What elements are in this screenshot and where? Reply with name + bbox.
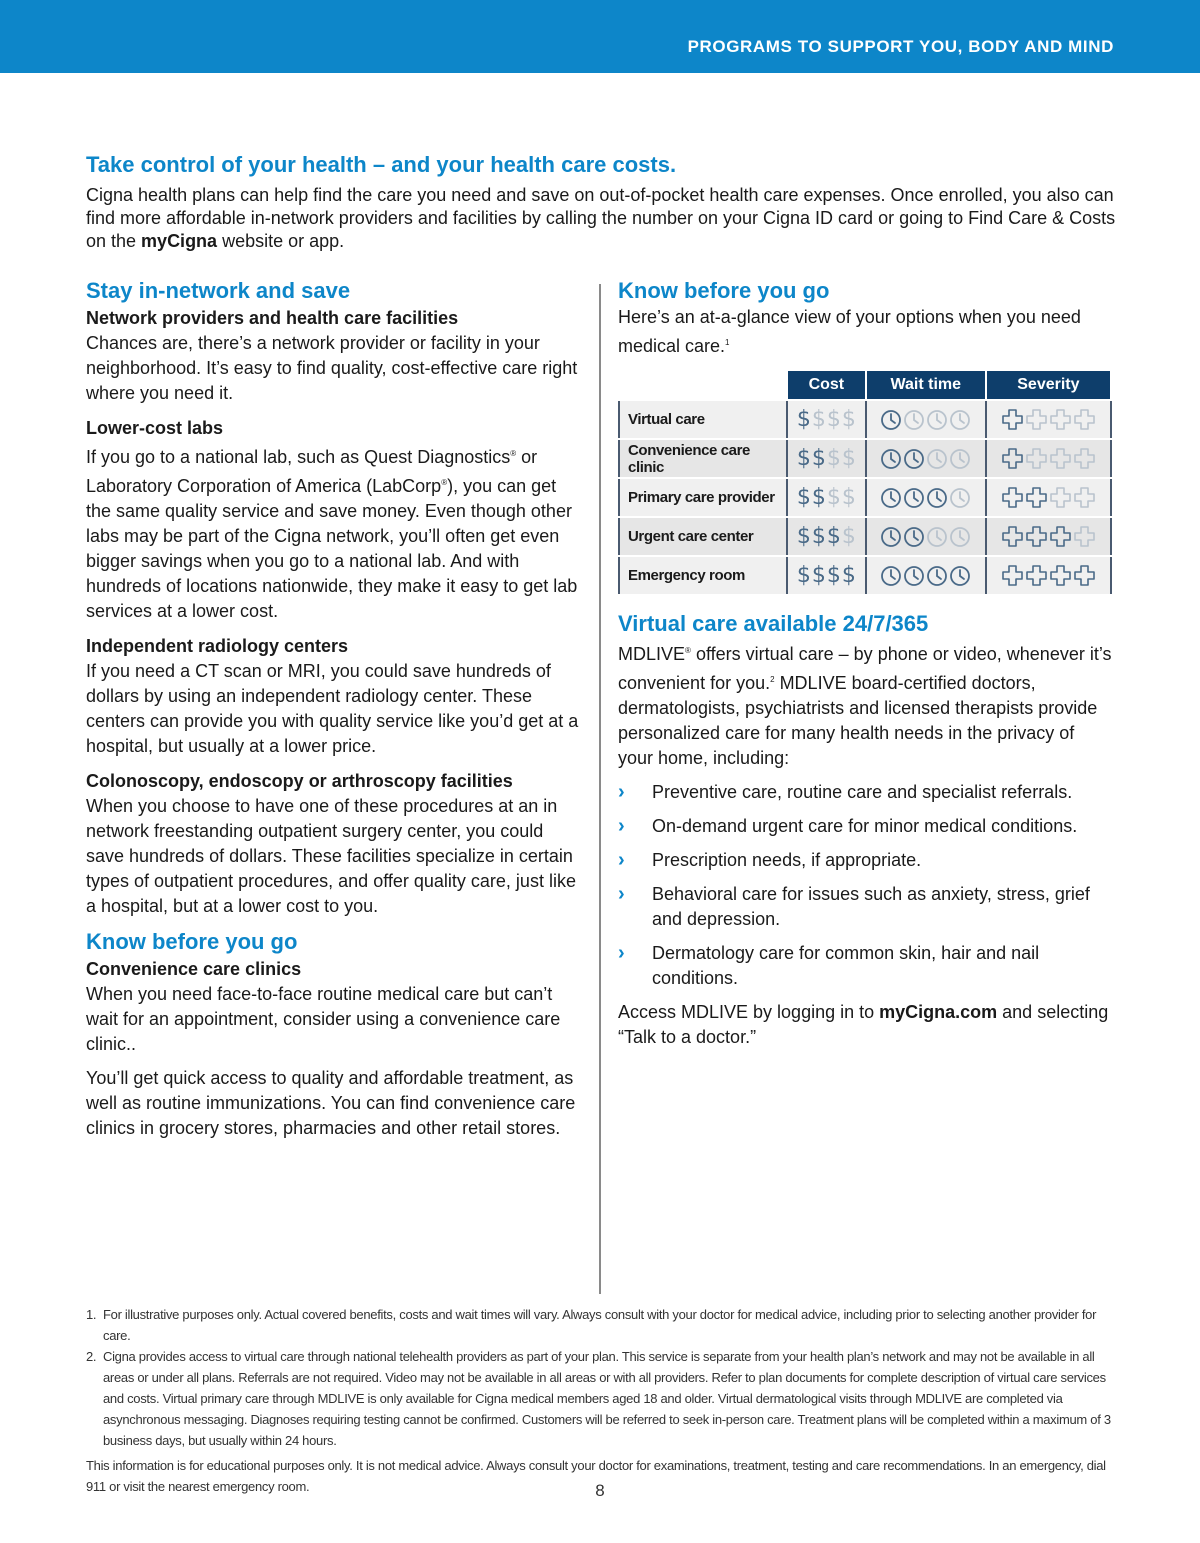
cost-cell	[787, 556, 866, 595]
virtual-text-2: MDLIVE board-certified doctors, dermatologists, psychiatrists and licensed therapists provide personalized care for many health needs in the privacy of your home, including:	[618, 673, 1098, 768]
intro-section	[86, 152, 1116, 253]
intro-paragraph	[86, 184, 1116, 253]
section-heading-virtual-care: Virtual care available 24/7/365	[618, 611, 929, 636]
dollar-icon: $	[811, 485, 826, 510]
subheading-labs: Lower-cost labs	[86, 418, 224, 438]
registered-mark: ®	[441, 478, 448, 487]
medical-cross-icon	[1049, 486, 1072, 509]
clock-icon	[903, 526, 925, 548]
medical-cross-icon	[1049, 525, 1072, 548]
clinics-paragraph: When you need face-to-face routine medical care but can’t wait for an appointment, consider using a convenience care clinic..	[86, 984, 561, 1054]
medical-cross-icon	[1025, 447, 1048, 470]
clock-icon	[949, 409, 971, 431]
cost-cell	[787, 400, 866, 439]
access-paragraph	[618, 1000, 1112, 1050]
dollar-icon: $	[796, 407, 811, 432]
access-text-end: and selecting “Talk to a doctor.”	[618, 1002, 1109, 1047]
medical-cross-icon	[1049, 408, 1072, 431]
dollar-icon: $	[826, 407, 841, 432]
dollar-icon: $	[826, 485, 841, 510]
medical-cross-icon	[1001, 564, 1024, 587]
footnote-ref-2: 2	[770, 675, 775, 684]
clock-icon	[903, 565, 925, 587]
dollar-icon: $	[841, 407, 856, 432]
medical-cross-icon	[1073, 486, 1096, 509]
footnote-text: For illustrative purposes only. Actual covered benefits, costs and wait times will vary. Always consult with your doctor for medical advice, including prior to selecting another provider for care.	[103, 1307, 1097, 1343]
list-item	[618, 848, 1112, 873]
list-item-text: Behavioral care for issues such as anxiety, stress, grief and depression.	[652, 884, 1090, 929]
table-row	[619, 517, 1111, 556]
row-label: Urgent care center	[619, 517, 787, 556]
list-item	[618, 882, 1112, 932]
dollar-icon: $	[811, 563, 826, 588]
row-label: Primary care provider	[619, 478, 787, 517]
section-heading-know-before: Know before you go	[86, 929, 298, 954]
severity-cell	[986, 478, 1111, 517]
wait-time-cell	[866, 478, 986, 517]
dollar-icon: $	[826, 563, 841, 588]
list-item-text: Preventive care, routine care and specialist referrals.	[652, 782, 1073, 802]
colonoscopy-paragraph: When you choose to have one of these procedures at an in network freestanding outpatient surgery center, you could save hundreds of dollars. These facilities specialize in certain types of outpatient procedures, and offer quality care, just like a hospital, but at a lower cost to you.	[86, 796, 576, 916]
footnotes	[86, 1304, 1116, 1497]
list-item-text: On-demand urgent care for minor medical conditions.	[652, 816, 1078, 836]
table-row	[619, 439, 1111, 478]
labs-text-1: If you go to a national lab, such as Quest Diagnostics	[86, 447, 511, 467]
clock-icon	[949, 487, 971, 509]
medical-cross-icon	[1025, 564, 1048, 587]
list-item-text: Prescription needs, if appropriate.	[652, 850, 922, 870]
clock-icon	[903, 487, 925, 509]
table-row	[619, 478, 1111, 517]
footnote-number: 1.	[86, 1307, 97, 1322]
page-number: 8	[595, 1481, 605, 1500]
wait-time-cell	[866, 400, 986, 439]
labs-text-3: ), you can get the same quality service and save money. Even though other labs may be part of the Cigna network, you’ll often get even bigger savings when you go to a national lab. And with hundreds of locations nationwide, they make it easy to get lab services at a lower cost.	[86, 476, 578, 621]
clock-icon	[880, 487, 902, 509]
subheading-colonoscopy: Colonoscopy, endoscopy or arthroscopy facilities	[86, 771, 513, 791]
table-header-cost: Cost	[787, 370, 866, 400]
footnote-2	[86, 1346, 1116, 1451]
medical-cross-icon	[1073, 564, 1096, 587]
column-divider	[599, 284, 601, 1294]
mycigna-link[interactable]: myCigna.com	[879, 1002, 998, 1022]
medical-cross-icon	[1073, 525, 1096, 548]
table-header-row	[619, 370, 1111, 400]
clock-icon	[949, 448, 971, 470]
glance-intro	[618, 305, 1112, 359]
cost-cell	[787, 517, 866, 556]
intro-brand: myCigna	[141, 231, 218, 251]
dollar-icon: $	[796, 524, 811, 549]
table-row	[619, 556, 1111, 595]
virtual-text-1: offers virtual care – by phone or video, whenever it’s convenient for you.	[618, 644, 1112, 693]
virtual-care-paragraph	[618, 638, 1112, 771]
clock-icon	[926, 565, 948, 587]
dollar-icon: $	[811, 407, 826, 432]
subheading-clinics: Convenience care clinics	[86, 959, 302, 979]
medical-cross-icon	[1001, 408, 1024, 431]
intro-text-end: website or app.	[217, 231, 345, 251]
chevron-right-icon: ›	[618, 781, 625, 803]
dollar-icon: $	[841, 446, 856, 471]
wait-time-cell	[866, 439, 986, 478]
clinics-paragraph-2: You’ll get quick access to quality and affordable treatment, as well as routine immunizations. You can find convenience care clinics in grocery stores, pharmacies and other retail stores.	[86, 1068, 576, 1138]
wait-time-cell	[866, 517, 986, 556]
list-item	[618, 780, 1112, 805]
left-column	[86, 277, 586, 1150]
medical-cross-icon	[1001, 447, 1024, 470]
medical-cross-icon	[1073, 447, 1096, 470]
care-options-table	[618, 369, 1112, 596]
medical-cross-icon	[1049, 447, 1072, 470]
chevron-right-icon: ›	[618, 849, 625, 871]
section-heading-glance: Know before you go	[618, 278, 830, 303]
glance-intro-text: Here’s an at-a-glance view of your options when you need medical care.	[618, 307, 1081, 356]
clock-icon	[903, 409, 925, 431]
row-label: Convenience care clinic	[619, 439, 787, 478]
header-bar	[0, 0, 1200, 73]
medical-cross-icon	[1049, 564, 1072, 587]
dollar-icon: $	[826, 446, 841, 471]
table-header-blank	[619, 370, 787, 400]
right-column	[618, 277, 1112, 1059]
table-row	[619, 400, 1111, 439]
chevron-right-icon: ›	[618, 883, 625, 905]
dollar-icon: $	[811, 524, 826, 549]
cost-cell	[787, 478, 866, 517]
clock-icon	[926, 487, 948, 509]
medical-cross-icon	[1001, 486, 1024, 509]
dollar-icon: $	[811, 446, 826, 471]
medical-cross-icon	[1025, 486, 1048, 509]
clock-icon	[903, 448, 925, 470]
access-text: Access MDLIVE by logging in to	[618, 1002, 880, 1022]
dollar-icon: $	[796, 563, 811, 588]
dollar-icon: $	[796, 485, 811, 510]
dollar-icon: $	[841, 485, 856, 510]
wait-time-cell	[866, 556, 986, 595]
row-label: Emergency room	[619, 556, 787, 595]
table-header-severity: Severity	[986, 370, 1111, 400]
radiology-paragraph: If you need a CT scan or MRI, you could save hundreds of dollars by using an independent radiology center. These centers can provide you with quality service like you’d get at a hospital, but usually at a lower price.	[86, 661, 579, 756]
footnote-text: Cigna provides access to virtual care through national telehealth providers as part of your plan. This service is separate from your health plan’s network and may not be available in all areas or under all plans. Referrals are not required. Video may not be available in all areas or with all providers. Refer to plan documents for complete description of virtual care services and costs. Virtual primary care through MDLIVE is only available for Cigna medical members aged 18 and older. Virtual dermatological visits through MDLIVE are completed via asynchronous messaging. Diagnoses requiring testing cannot be confirmed. Customers will be referred to seek in-person care. Treatment plans will be completed within a maximum of 3 business days, but usually within 24 hours.	[103, 1349, 1111, 1448]
page-title: Take control of your health – and your health care costs.	[86, 152, 677, 177]
dollar-icon: $	[796, 446, 811, 471]
registered-mark: ®	[685, 646, 691, 655]
clock-icon	[880, 526, 902, 548]
severity-cell	[986, 517, 1111, 556]
network-paragraph: Chances are, there’s a network provider or facility in your neighborhood. It’s easy to find quality, cost-effective care right where you need it.	[86, 333, 578, 403]
intro-text: Cigna health plans can help find the care you need and save on out-of-pocket health care expenses. Once enrolled, you also can find more affordable in-network providers and facilities by calling the number on your Cigna ID card or going to Find Care & Costs on the	[86, 185, 1116, 251]
footnote-number: 2.	[86, 1349, 97, 1364]
list-item-text: Dermatology care for common skin, hair and nail conditions.	[652, 943, 1040, 988]
disclaimer: This information is for educational purposes only. It is not medical advice. Always consult your doctor for examinations, treatment, testing and care recommendations. In an emergency, dial 911 or visit the nearest emergency room.	[86, 1458, 1106, 1494]
dollar-icon: $	[841, 563, 856, 588]
list-item	[618, 814, 1112, 839]
registered-mark: ®	[510, 449, 517, 458]
cost-cell	[787, 439, 866, 478]
dollar-icon: $	[841, 524, 856, 549]
dollar-icon: $	[826, 524, 841, 549]
mdlive-name: MDLIVE	[618, 644, 686, 664]
labs-text-2: or Laboratory Corporation of America (LabCorp	[86, 447, 538, 496]
clock-icon	[880, 448, 902, 470]
medical-cross-icon	[1073, 408, 1096, 431]
row-label: Virtual care	[619, 400, 787, 439]
clock-icon	[926, 409, 948, 431]
clock-icon	[880, 409, 902, 431]
clock-icon	[949, 565, 971, 587]
severity-cell	[986, 556, 1111, 595]
medical-cross-icon	[1025, 525, 1048, 548]
virtual-care-list	[618, 780, 1112, 991]
clock-icon	[926, 526, 948, 548]
subheading-radiology: Independent radiology centers	[86, 636, 349, 656]
footnote-1	[86, 1304, 1116, 1346]
clock-icon	[949, 526, 971, 548]
clock-icon	[926, 448, 948, 470]
footnote-ref-1: 1	[725, 338, 730, 347]
medical-cross-icon	[1025, 408, 1048, 431]
list-item	[618, 941, 1112, 991]
chevron-right-icon: ›	[618, 942, 625, 964]
chevron-right-icon: ›	[618, 815, 625, 837]
header-title: PROGRAMS TO SUPPORT YOU, BODY AND MIND	[687, 37, 1114, 56]
severity-cell	[986, 439, 1111, 478]
table-body	[619, 400, 1111, 595]
subheading-network-providers: Network providers and health care facilities	[86, 308, 459, 328]
labs-paragraph	[86, 441, 586, 624]
medical-cross-icon	[1001, 525, 1024, 548]
table-header-wait: Wait time	[866, 370, 986, 400]
clock-icon	[880, 565, 902, 587]
severity-cell	[986, 400, 1111, 439]
section-heading-in-network: Stay in-network and save	[86, 278, 351, 303]
